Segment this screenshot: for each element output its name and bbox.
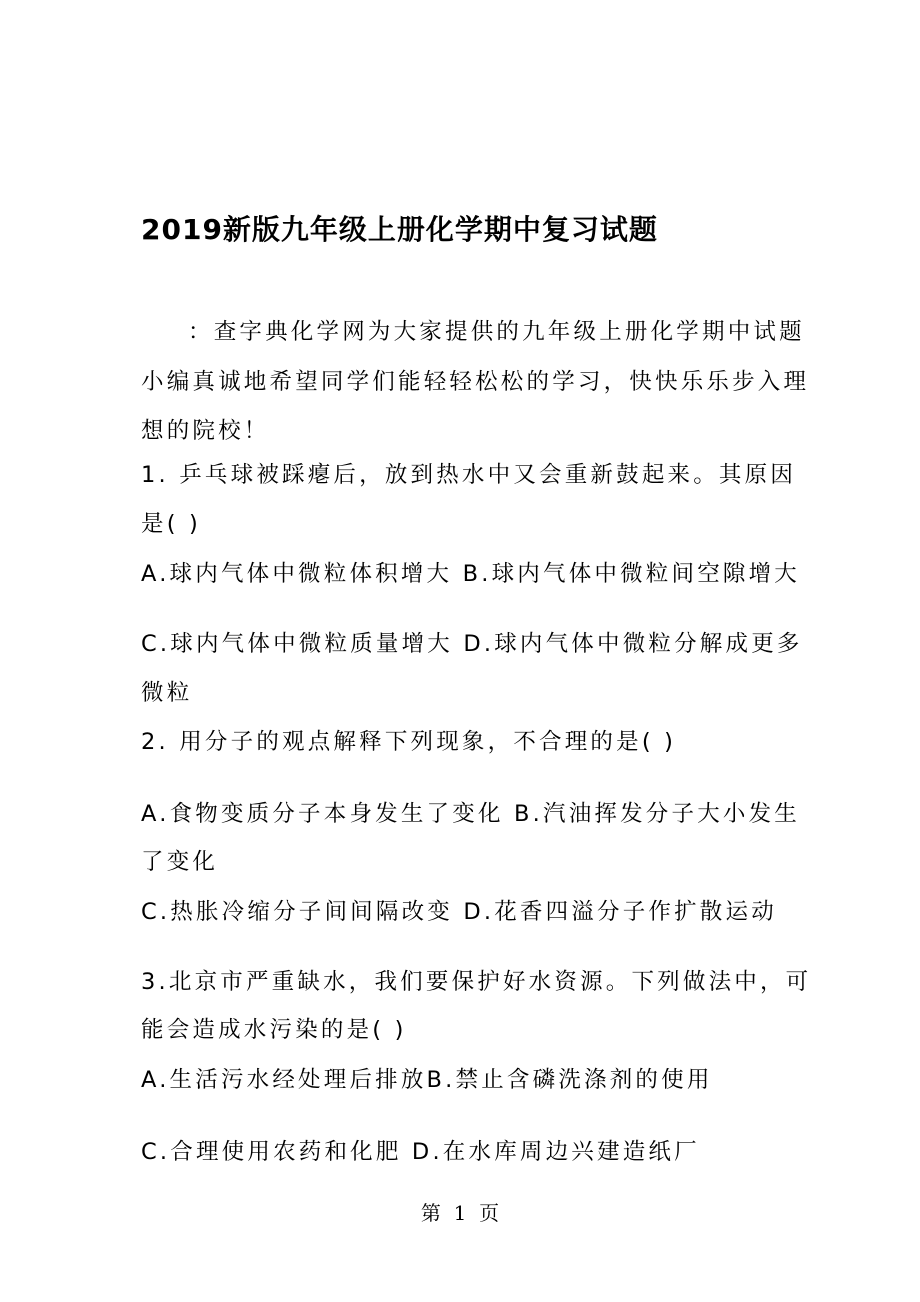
document-title: 2019新版九年级上册化学期中复习试题	[141, 213, 658, 246]
page-number-footer: 第 1 页	[420, 1201, 500, 1225]
question-1-options-cd: C.球内气体中微粒质量增大 D.球内气体中微粒分解成更多	[141, 631, 803, 657]
intro-line-3: 想的院校！	[141, 418, 270, 444]
question-3-options-ab: A.生活污水经处理后排放B.禁止含磷洗涤剂的使用	[141, 1067, 713, 1093]
question-2-options-cd: C.热胀冷缩分子间间隔改变 D.花香四溢分子作扩散运动	[141, 899, 777, 925]
question-1-options-cd-cont: 微粒	[141, 680, 193, 706]
question-3-options-cd: C.合理使用农药和化肥 D.在水库周边兴建造纸厂	[141, 1139, 700, 1165]
question-3-stem-line-1: 3.北京市严重缺水，我们要保护好水资源。下列做法中，可	[141, 969, 812, 995]
question-1-stem-line-2: 是( )	[141, 511, 202, 537]
question-2-options-ab: A.食物变质分子本身发生了变化 B.汽油挥发分子大小发生	[141, 801, 800, 827]
question-1-stem-line-1: 1. 乒乓球被踩瘪后，放到热水中又会重新鼓起来。其原因	[141, 462, 797, 488]
intro-line-1: ：查字典化学网为大家提供的九年级上册化学期中试题	[188, 319, 805, 345]
question-1-options-ab: A.球内气体中微粒体积增大 B.球内气体中微粒间空隙增大	[141, 561, 800, 587]
question-2-options-ab-cont: 了变化	[141, 849, 219, 875]
question-2-stem: 2. 用分子的观点解释下列现象，不合理的是( )	[141, 729, 677, 755]
question-3-stem-line-2: 能会造成水污染的是( )	[141, 1017, 407, 1043]
intro-line-2: 小编真诚地希望同学们能轻轻松松的学习，快快乐乐步入理	[141, 369, 810, 395]
